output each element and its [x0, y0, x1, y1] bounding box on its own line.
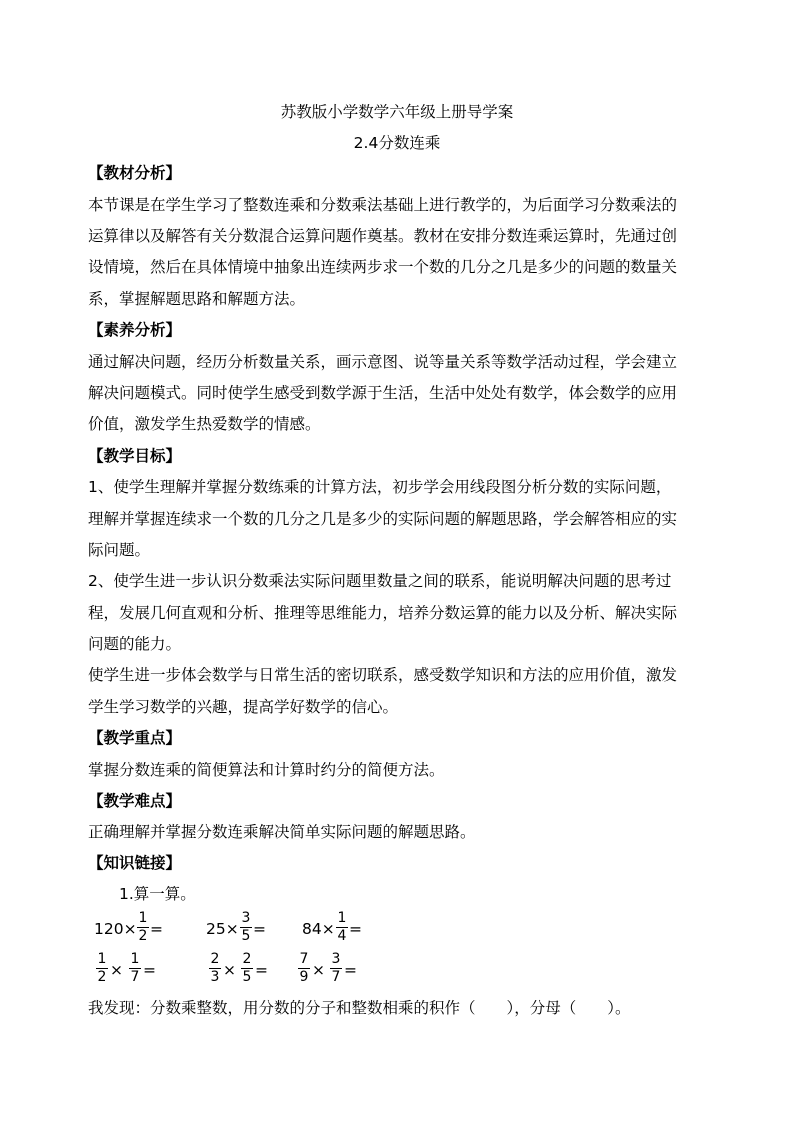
exercise-whole: 84×: [302, 920, 335, 938]
fraction-numerator: 1: [337, 910, 347, 926]
equals-sign: =: [344, 961, 357, 979]
analysis-heading: 【教材分析】: [88, 164, 182, 182]
fraction: [335, 910, 349, 945]
difficulty-heading: 【教学难点】: [88, 792, 182, 810]
goals-line: 学生学习数学的兴趣，提高学好数学的信心。: [88, 698, 399, 716]
fraction: [208, 951, 222, 986]
fraction-numerator: 1: [97, 951, 107, 967]
fraction-denominator: 5: [242, 969, 252, 985]
fraction-numerator: 3: [331, 951, 341, 967]
goals-line: 使学生进一步体会数学与日常生活的密切联系，感受数学知识和方法的应用价值，激发: [88, 666, 678, 684]
fraction: [297, 951, 311, 986]
goals-line: 理解并掌握连续求一个数的几分之几是多少的实际问题的解题思路，学会解答相应的实: [88, 510, 678, 528]
analysis-line: 本节课是在学生学习了整数连乘和分数乘法基础上进行教学的，为后面学习分数乘法的: [88, 196, 678, 214]
goals-line: 际问题。: [88, 541, 151, 559]
fraction-numerator: 1: [130, 951, 140, 967]
literacy-line: 通过解决问题，经历分析数量关系，画示意图、说等量关系等数学活动过程，学会建立: [88, 353, 678, 371]
links-heading: 【知识链接】: [88, 854, 182, 872]
fraction-numerator: 7: [299, 951, 309, 967]
fraction-denominator: 7: [331, 969, 341, 985]
difficulty-line: 正确理解并掌握分数连乘解决简单实际问题的解题思路。: [88, 823, 476, 841]
analysis-line: 设情境，然后在具体情境中抽象出连续两步求一个数的几分之几是多少的问题的数量关: [88, 258, 678, 276]
fraction-denominator: 5: [241, 928, 251, 944]
goals-line: 程，发展几何直观和分析、推理等思维能力，培养分数运算的能力以及分析、解决实际: [88, 604, 678, 622]
fraction-denominator: 9: [299, 969, 309, 985]
literacy-line: 价值，激发学生热爱数学的情感。: [88, 415, 321, 433]
fraction: [240, 951, 254, 986]
fraction: [95, 951, 109, 986]
fraction-denominator: 4: [337, 928, 347, 944]
fraction-numerator: 3: [241, 910, 251, 926]
equals-sign: =: [255, 961, 268, 979]
goals-heading: 【教学目标】: [88, 447, 182, 465]
key-line: 掌握分数连乘的简便算法和计算时约分的简便方法。: [88, 761, 445, 779]
exercise-whole: 25×: [206, 920, 239, 938]
fraction-denominator: 3: [210, 969, 220, 985]
key-heading: 【教学重点】: [88, 729, 182, 747]
goals-line: 2、使学生进一步认识分数乘法实际问题里数量之间的联系，能说明解决问题的思考过: [88, 572, 672, 590]
fraction-numerator: 2: [210, 951, 220, 967]
exercise-label: 1.算一算。: [119, 885, 196, 903]
fraction-denominator: 7: [130, 969, 140, 985]
goals-line: 问题的能力。: [88, 635, 182, 653]
literacy-line: 解决问题模式。同时使学生感受到数学源于生活，生活中处处有数学，体会数学的应用: [88, 384, 678, 402]
goals-line: 1、使学生理解并掌握分数练乘的计算方法，初步学会用线段图分析分数的实际问题，: [88, 478, 672, 496]
fraction: [136, 910, 150, 945]
analysis-line: 运算律以及解答有关分数混合运算问题作奠基。教材在安排分数连乘运算时，先通过创: [88, 227, 678, 245]
equals-sign: =: [143, 961, 156, 979]
fraction-numerator: 2: [242, 951, 252, 967]
times-sign: ×: [312, 961, 325, 979]
literacy-heading: 【素养分析】: [88, 321, 182, 339]
fraction: [239, 910, 253, 945]
fraction: [128, 951, 142, 986]
fraction-numerator: 1: [138, 910, 148, 926]
document-title: 苏教版小学数学六年级上册导学案: [280, 103, 514, 121]
exercise-whole: 120×: [94, 920, 137, 938]
fraction-denominator: 2: [138, 928, 148, 944]
fraction: [329, 951, 343, 986]
finding-line: 我发现：分数乘整数，用分数的分子和整数相乘的积作（ ），分母（ ）。: [88, 999, 631, 1017]
fraction-denominator: 2: [97, 969, 107, 985]
times-sign: ×: [223, 961, 236, 979]
equals-sign: =: [150, 920, 163, 938]
document-subtitle: 2.4分数连乘: [353, 134, 441, 152]
analysis-line: 系，掌握解题思路和解题方法。: [88, 290, 306, 308]
equals-sign: =: [349, 920, 362, 938]
times-sign: ×: [110, 961, 123, 979]
equals-sign: =: [253, 920, 266, 938]
